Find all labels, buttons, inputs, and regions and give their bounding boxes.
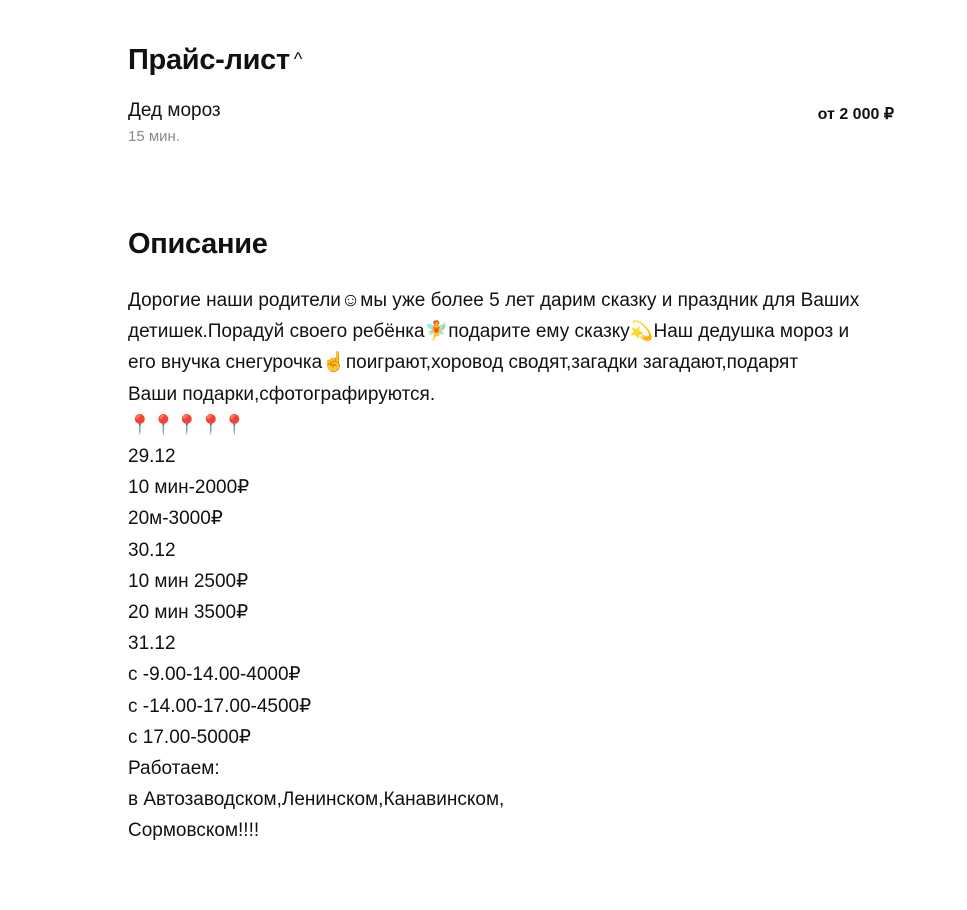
- price-list-title: Прайс-лист: [128, 44, 290, 76]
- description-title: Описание: [128, 228, 268, 260]
- service-duration: 15 мин.: [128, 128, 180, 145]
- chevron-up-icon[interactable]: ^: [293, 49, 303, 69]
- price-list-item: [128, 100, 894, 145]
- service-price: от 2 000 ₽: [817, 106, 894, 123]
- service-name: Дед мороз: [128, 100, 221, 121]
- description-text: Дорогие наши родители☺мы уже более 5 лет дарим сказку и праздник для Ваших детишек.Порадуй своего ребёнка🧚подарите ему сказку💫Наш дедушка мороз и его внучка снегурочка☝поиграют,хоровод сводят,загадки загадают,подарят Ваши подарки,сфотографируются. 📍📍📍📍📍 29.12 10 мин-2000₽ 20м-3000₽ 30.12 10 мин 2500₽ 20 мин 3500₽ 31.12 с -9.00-14.00-4000₽ с -14.00-17.00-4500₽ с 17.00-5000₽ Работаем: в Автозаводском,Ленинском,Канавинском, Сормовском!!!!: [128, 290, 860, 842]
- price-list-header[interactable]: [128, 44, 302, 77]
